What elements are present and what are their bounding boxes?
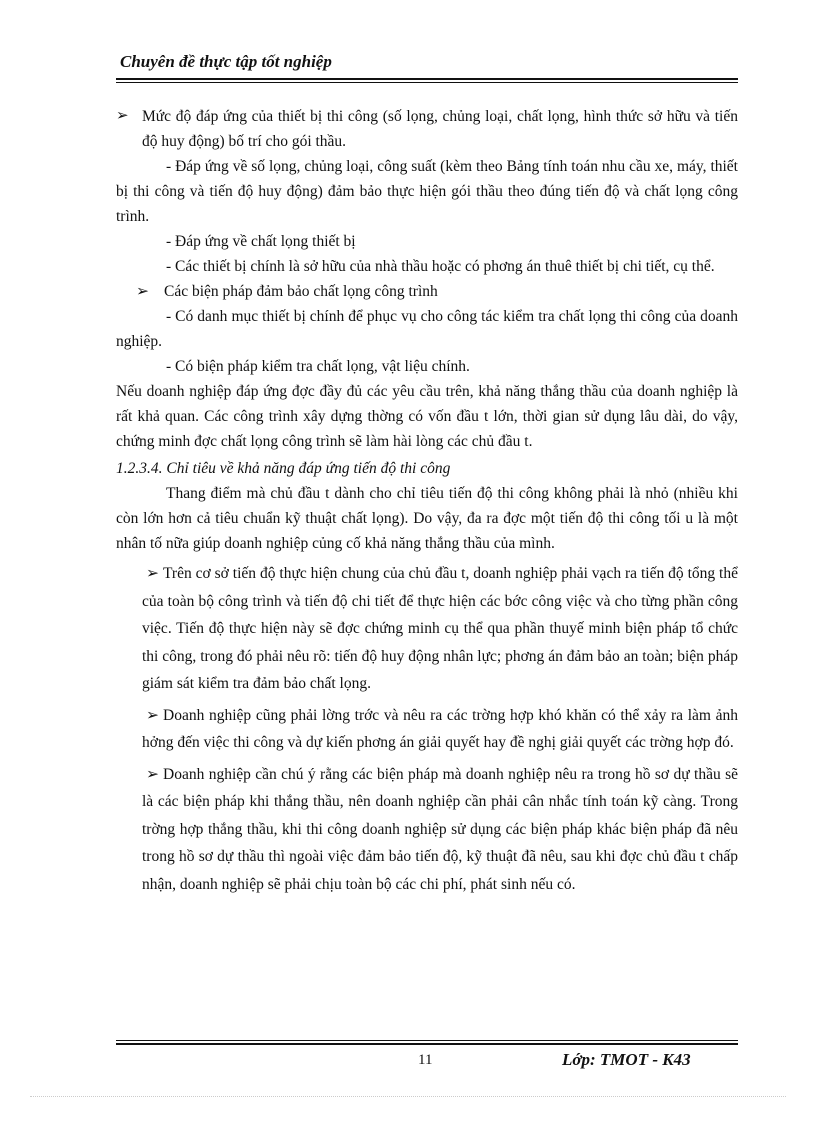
arrow-bullet-icon: ➢: [146, 765, 159, 783]
dash-paragraph: - Đáp ứng về chất lọng thiết bị: [166, 233, 356, 250]
page-number: 11: [418, 1052, 433, 1068]
bullet-paragraph: [116, 279, 738, 304]
bullet-paragraph: [116, 702, 738, 757]
bullet-paragraph: [116, 761, 738, 899]
footer-rule: [116, 1040, 738, 1041]
body-paragraph: Thang điểm mà chủ đầu t dành cho chỉ tiêu tiến độ thi công không phải là nhỏ (nhiều khi còn lớn hơn cả tiêu chuẩn kỹ thuật chất lọng). Do vậy, đa ra đợc một tiến độ thi công tối u là một nhân tố nữa giúp doanh nghiệp củng cố khả năng thắng thầu của mình.: [116, 485, 738, 552]
dash-paragraph: - Các thiết bị chính là sở hữu của nhà thầu hoặc có phơng án thuê thiết bị chi tiết, cụ thể.: [166, 258, 715, 275]
bullet-text: Trên cơ sở tiến độ thực hiện chung của chủ đầu t, doanh nghiệp phải vạch ra tiến độ tổng thể của toàn bộ công trình và tiến độ chi tiết để thực hiện các bớc công việc và cho từng phần công việc. Tiến độ thực hiện này sẽ đợc chứng minh cụ thể qua phần thuyế minh biện pháp tổ chức thi công, trong đó phải nêu rõ: tiến độ huy động nhân lực; phơng án đảm bảo an toàn; biện pháp giám sát kiểm tra đảm bảo chất lọng.: [142, 565, 738, 692]
section-heading: 1.2.3.4. Chỉ tiêu về khả năng đáp ứng tiến độ thi công: [116, 460, 451, 477]
bullet-text: Doanh nghiệp cũng phải lờng trớc và nêu ra các trờng hợp khó khăn có thể xảy ra làm ảnh hởng đến việc thi công và dự kiến phơng án giải quyết hay đề nghị giải quyết các trờng hợp đó.: [142, 706, 738, 751]
bullet-text: Các biện pháp đảm bảo chất lọng công trình: [164, 283, 438, 300]
arrow-bullet-icon: ➢: [146, 706, 159, 724]
dash-paragraph: - Đáp ứng về số lọng, chủng loại, công suất (kèm theo Bảng tính toán nhu cầu xe, máy, thiết bị thi công và tiến độ huy động) đảm bảo thực hiện gói thầu theo đúng tiến độ và chất lọng công trình.: [116, 158, 738, 225]
header-rule-thin: [116, 82, 738, 83]
bullet-paragraph: [116, 104, 738, 154]
header-rule: [116, 78, 738, 80]
page-edge-divider: [30, 1096, 786, 1097]
arrow-bullet-icon: ➢: [116, 108, 129, 124]
footer-class-label: Lớp: TMOT - K43: [562, 1050, 691, 1069]
dash-paragraph: - Có biện pháp kiểm tra chất lọng, vật liệu chính.: [166, 358, 470, 375]
arrow-bullet-icon: ➢: [136, 283, 149, 300]
header-title: Chuyên đề thực tập tốt nghiệp: [120, 52, 332, 71]
dash-paragraph: - Có danh mục thiết bị chính để phục vụ cho công tác kiểm tra chất lọng thi công của doanh nghiệp.: [116, 308, 738, 350]
footer-rule-thick: [116, 1043, 738, 1045]
page-body: [116, 104, 738, 898]
bullet-paragraph: [116, 560, 738, 698]
body-paragraph: Nếu doanh nghiệp đáp ứng đợc đầy đủ các yêu cầu trên, khả năng thắng thầu của doanh nghiệp là rất khả quan. Các công trình xây dựng thờng có vốn đầu t lớn, thời gian sử dụng lâu dài, do vậy, chứng minh đợc chất lọng công trình sẽ làm hài lòng các chủ đầu t.: [116, 383, 738, 450]
bullet-text: Doanh nghiệp cần chú ý rằng các biện pháp mà doanh nghiệp nêu ra trong hồ sơ dự thầu sẽ là các biện pháp khi thắng thầu, nên doanh nghiệp cần phải cân nhắc tính toán kỹ càng. Trong trờng hợp thắng thầu, khi thi công doanh nghiệp sử dụng các biện pháp khác biện pháp đã nêu trong hồ sơ dự thầu thì ngoài việc đảm bảo tiến độ, kỹ thuật đã nêu, sau khi đợc chủ đầu t chấp nhận, doanh nghiệp sẽ phải chịu toàn bộ các chi phí, phát sinh nếu có.: [142, 765, 738, 893]
bullet-text: Mức độ đáp ứng của thiết bị thi công (số lọng, chủng loại, chất lọng, hình thức sở hữu và tiến độ huy động) bố trí cho gói thầu.: [142, 108, 738, 150]
arrow-bullet-icon: ➢: [146, 565, 159, 582]
